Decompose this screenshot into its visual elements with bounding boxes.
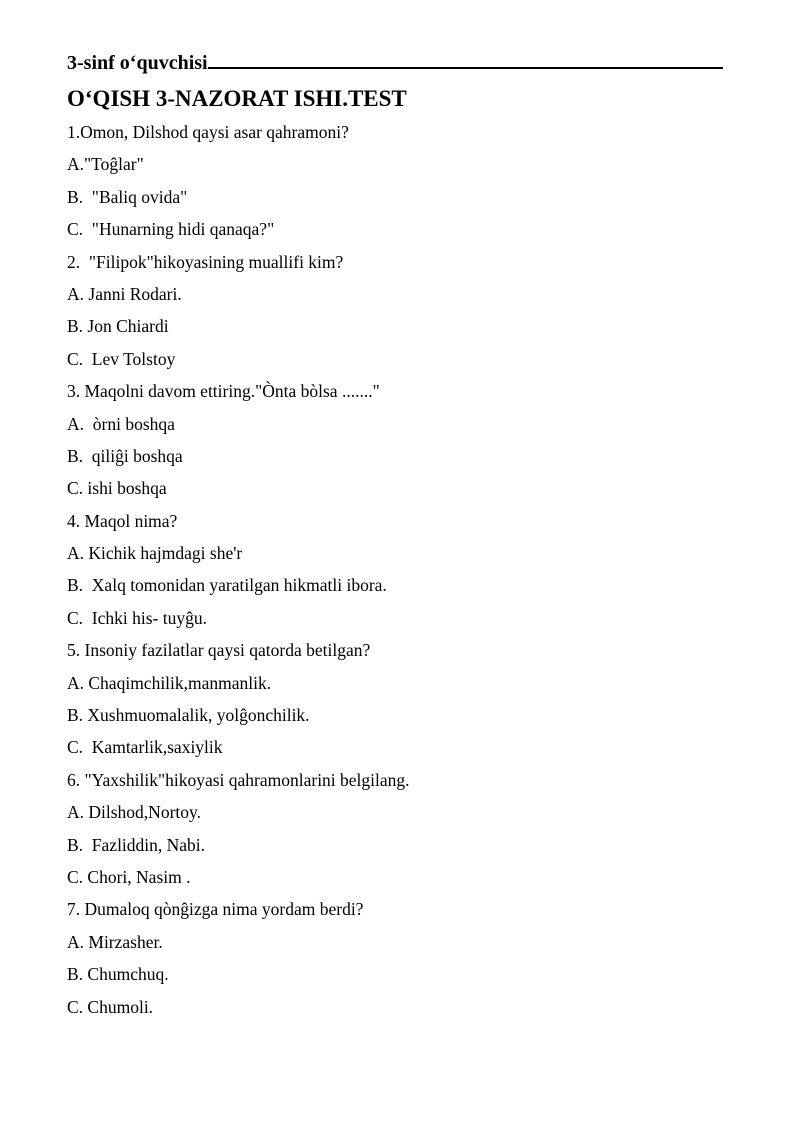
option-6b: B. Fazliddin, Nabi. (67, 834, 206, 855)
question-list (67, 116, 747, 1023)
option-6c: C. Chori, Nasim . (67, 866, 191, 887)
option-7b: B. Chumchuq. (67, 964, 169, 985)
page-title: O‘QISH 3-NAZORAT ISHI.TEST (67, 86, 407, 111)
question-1: 1.Omon, Dilshod qaysi asar qahramoni? (67, 122, 349, 142)
option-1b: B. "Baliq ovida" (67, 186, 188, 207)
option-6a: A. Dilshod,Nortoy. (67, 802, 202, 823)
option-1c: C. "Hunarning hidi qanaqa?" (67, 219, 275, 240)
option-3c: C. ishi boshqa (67, 478, 167, 499)
option-7a: A. Mirzasher. (67, 931, 163, 952)
student-label: 3-sinf o‘quvchisi (67, 52, 208, 74)
option-1a: A."Toĝlar" (67, 154, 144, 175)
question-5: 5. Insoniy fazilatlar qaysi qatorda betilgan? (67, 640, 371, 661)
option-3b: B. qiliĝi boshqa (67, 445, 183, 466)
option-3a: A. òrni boshqa (67, 413, 175, 434)
option-4b: B. Xalq tomonidan yaratilgan hikmatli ibora. (67, 575, 387, 596)
option-2c: C. Lev Tolstoy (67, 348, 176, 369)
option-5c: C. Kamtarlik,saxiylik (67, 737, 223, 758)
test-document (67, 48, 747, 1023)
student-name-line (67, 48, 747, 74)
question-7: 7. Dumaloq qònĝizga nima yordam berdi? (67, 899, 364, 920)
option-5b: B. Xushmuomalalik, yolĝonchilik. (67, 705, 310, 726)
option-5a: A. Chaqimchilik,manmanlik. (67, 672, 272, 693)
option-2b: B. Jon Chiardi (67, 316, 169, 337)
name-blank-underline (208, 48, 723, 69)
question-3: 3. Maqolni davom ettiring."Ònta bòlsa ......." (67, 381, 380, 402)
option-4a: A. Kichik hajmdagi she'r (67, 543, 243, 564)
option-4c: C. Ichki his- tuyĝu. (67, 607, 207, 628)
question-2: 2. "Filipok"hikoyasining muallifi kim? (67, 251, 344, 272)
question-4: 4. Maqol nima? (67, 510, 178, 531)
option-7c: C. Chumoli. (67, 996, 154, 1017)
question-6: 6. "Yaxshilik"hikoyasi qahramonlarini belgilang. (67, 769, 410, 790)
option-2a: A. Janni Rodari. (67, 283, 182, 304)
